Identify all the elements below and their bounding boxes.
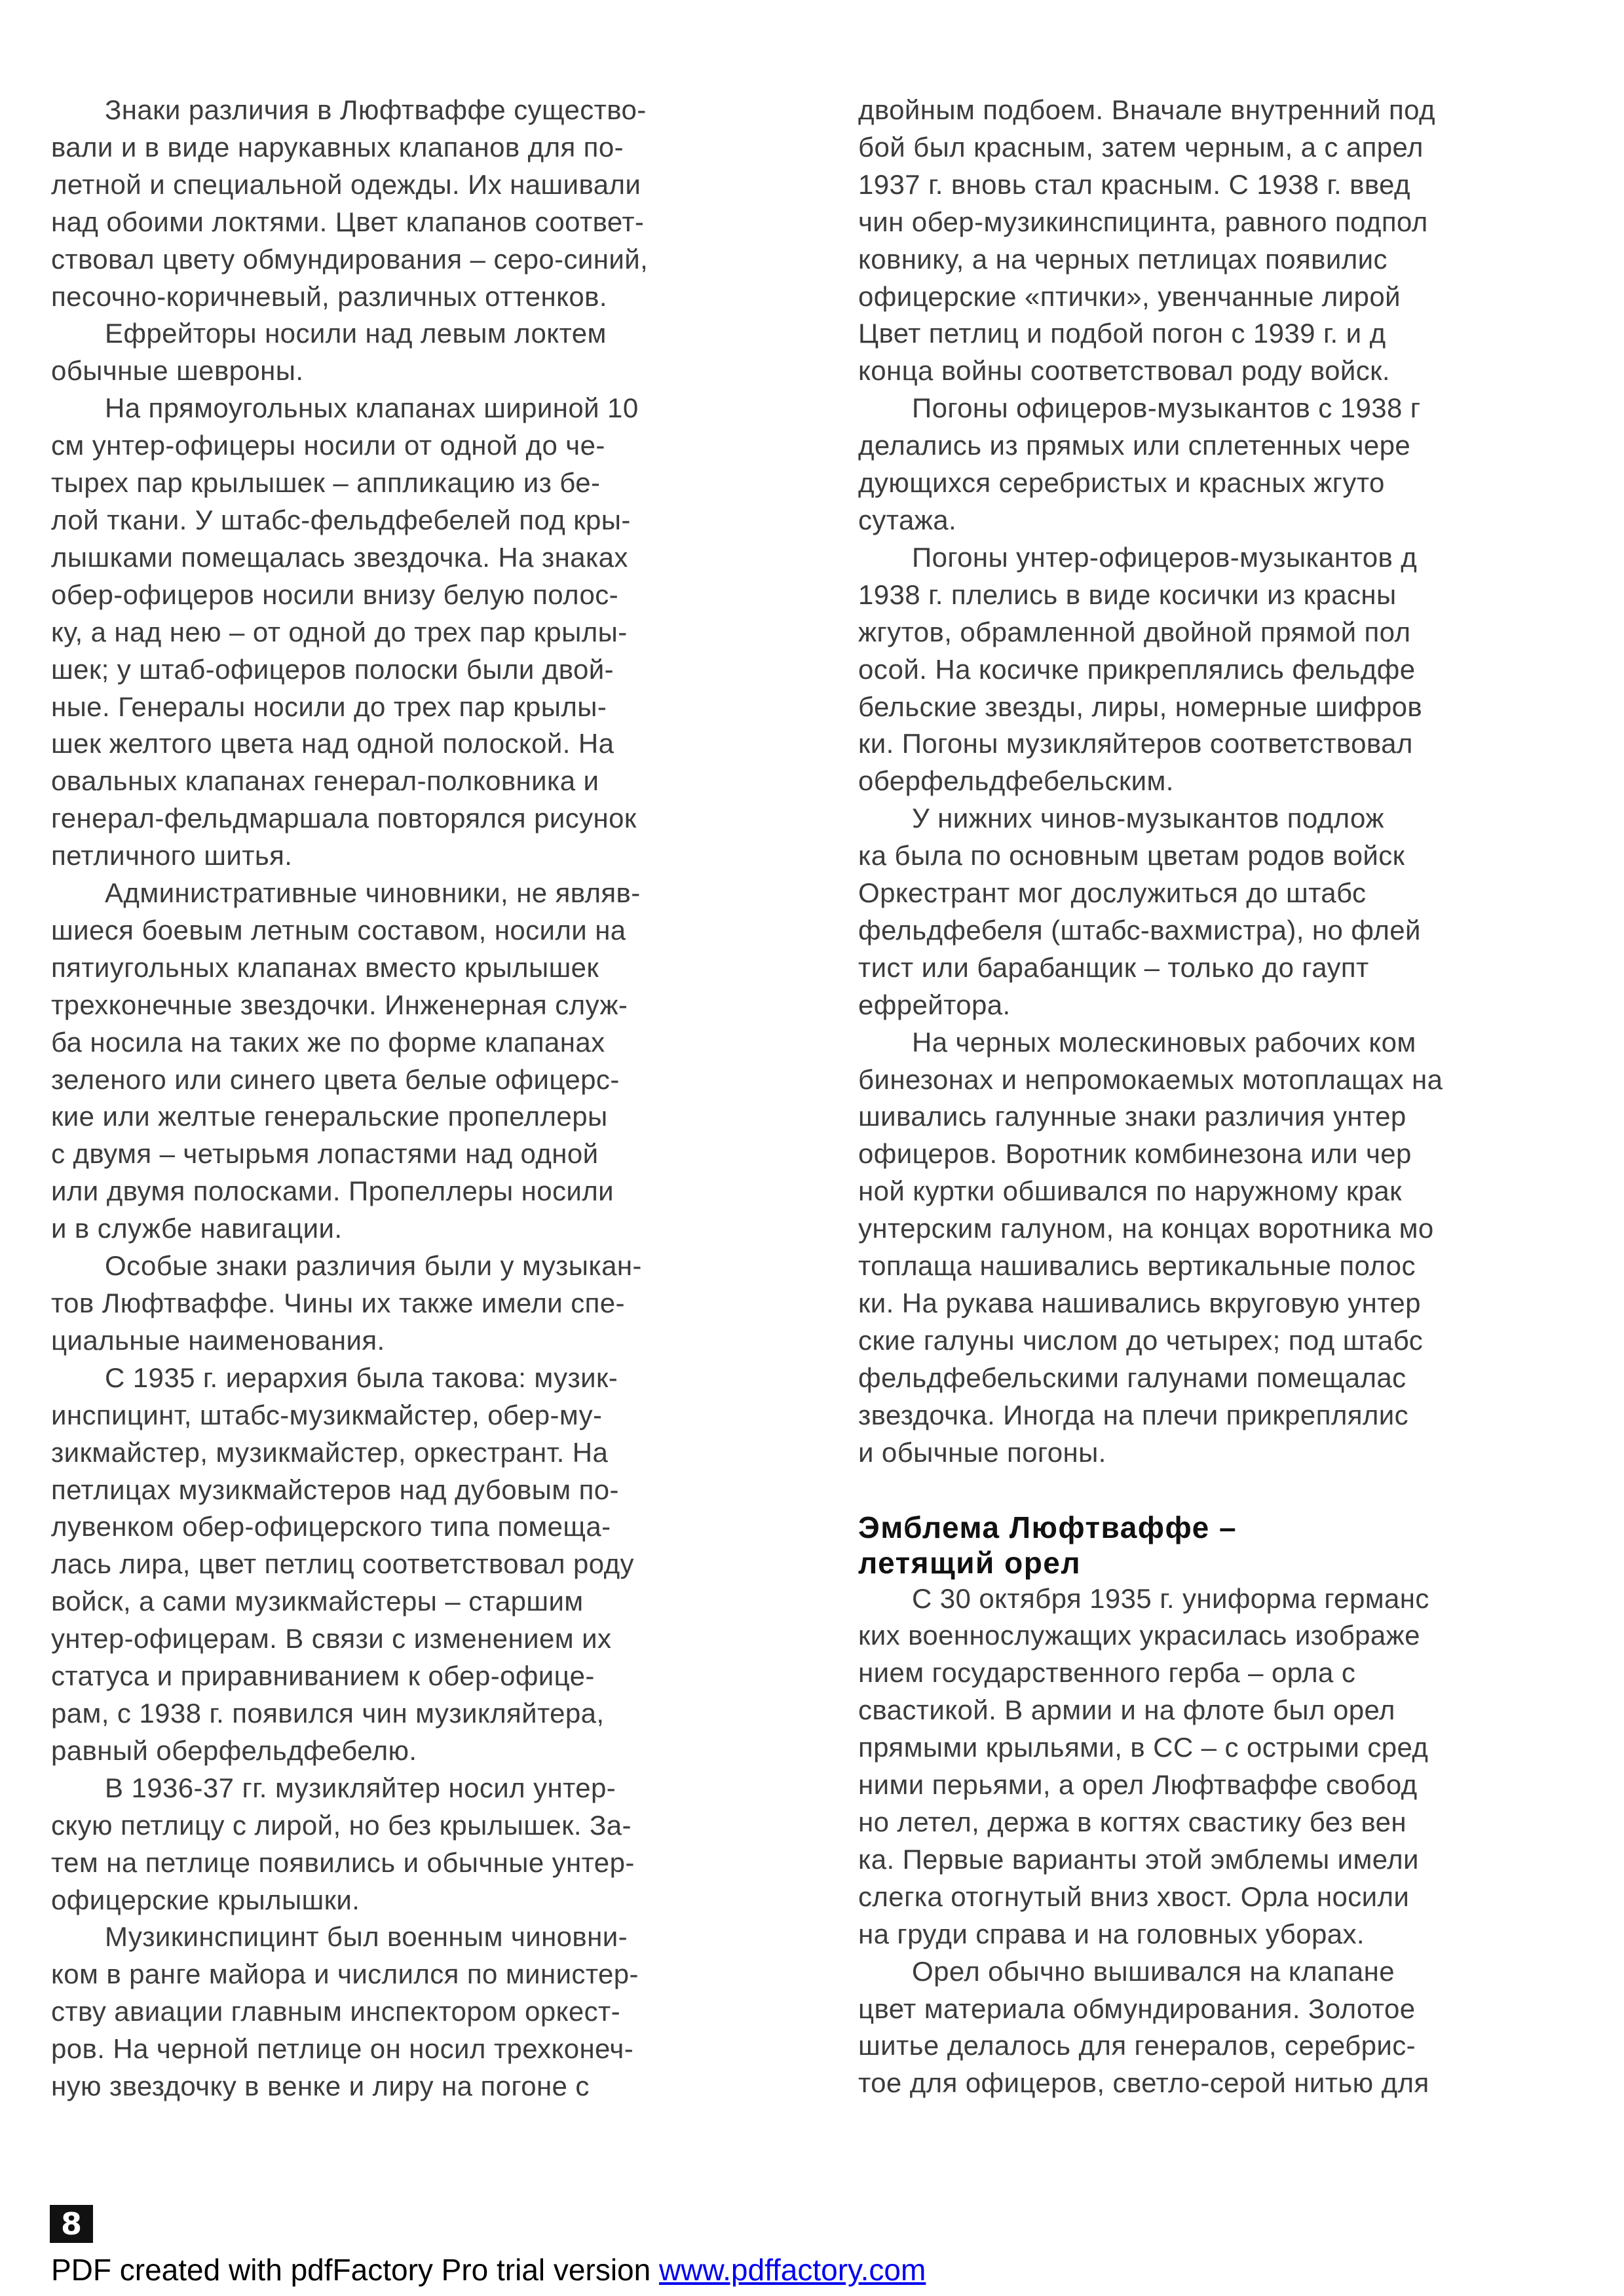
text-line: ка была по основным цветам родов войск [858, 840, 1405, 871]
text-line: У нижних чинов-музыкантов подлож [912, 803, 1384, 834]
text-line: ковнику, а на черных петлицах появилис [858, 243, 1388, 275]
text-line: слегка отогнутый вниз хвост. Орла носили [858, 1881, 1410, 1912]
text-line: лышками помещалась звездочка. На знаках [51, 541, 628, 573]
text-line: скую петлицу с лирой, но без крылышек. За- [51, 1809, 632, 1841]
text-line: над обоими локтями. Цвет клапанов соответ- [51, 206, 645, 237]
text-line: песочно-коричневый, различных оттенков. [51, 280, 607, 312]
text-line: ствовал цвету обмундирования – серо-синий, [51, 243, 649, 275]
text-line: бельские звезды, лиры, номерные шифров [858, 691, 1423, 722]
text-line: см унтер-офицеры носили от одной до че- [51, 430, 605, 461]
text-line: ких военнослужащих украсилась изображе [858, 1620, 1420, 1651]
text-line: рам, с 1938 г. появился чин музикляйтера, [51, 1697, 605, 1729]
text-line: сутажа. [858, 504, 957, 535]
text-line: С 30 октября 1935 г. униформа германс [912, 1582, 1429, 1614]
text-line: ров. На черной петлице он носил трехконеч- [51, 2033, 634, 2065]
text-line: конца войны соответствовал роду войск. [858, 355, 1390, 387]
text-line: фельдфебельскими галунами помещалас [858, 1362, 1407, 1393]
text-line: Погоны унтер-офицеров-музыкантов д [912, 541, 1418, 573]
text-line: Цвет петлиц и подбой погон с 1939 г. и д [858, 318, 1386, 349]
text-line: ком в ранге майора и числился по министер- [51, 1959, 639, 1990]
text-line: петличного шитья. [51, 840, 293, 871]
text-line: звездочка. Иногда на плечи прикреплялис [858, 1399, 1409, 1430]
text-line: шек желтого цвета над одной полоской. На [51, 728, 614, 759]
text-line: ба носила на таких же по форме клапанах [51, 1026, 605, 1058]
text-line: нием государственного герба – орла с [858, 1657, 1356, 1689]
text-line: овальных клапанах генерал-полковника и [51, 765, 599, 797]
text-line: С 1935 г. иерархия была такова: музик- [105, 1362, 618, 1393]
section-heading-line-1: Эмблема Люфтваффе – [858, 1510, 1237, 1544]
pdffactory-link[interactable]: www.pdffactory.com [659, 2253, 926, 2287]
text-line: ные. Генералы носили до трех пар крылы- [51, 691, 607, 722]
text-line: ними перьями, а орел Люфтваффе свобод [858, 1769, 1418, 1801]
text-line: на груди справа и на головных уборах. [858, 1918, 1365, 1949]
text-line: циальные наименования. [51, 1324, 385, 1356]
text-line: бой был красным, затем черным, а с апрел [858, 131, 1424, 163]
text-line: бинезонах и непромокаемых мотоплащах на [858, 1063, 1443, 1095]
text-line: Административные чиновники, не являв- [105, 877, 641, 909]
text-line: кие или желтые генеральские пропеллеры [51, 1101, 608, 1132]
right-text-column [858, 92, 1585, 2102]
text-line: шиеся боевым летным составом, носили на [51, 914, 626, 946]
pdf-footer-text: PDF created with pdfFactory Pro trial version [51, 2253, 659, 2287]
left-text-column [51, 92, 795, 2105]
text-line: жгутов, обрамленной двойной прямой пол [858, 616, 1411, 647]
text-line: Ефрейторы носили над левым локтем [105, 318, 607, 349]
section-heading-line-2: летящий орел [858, 1545, 1082, 1580]
text-line: ству авиации главным инспектором оркест- [51, 1996, 621, 2027]
text-line: топлаща нашивались вертикальные полос [858, 1250, 1416, 1282]
text-line: ефрейтора. [858, 989, 1011, 1020]
text-line: тем на петлице появились и обычные унтер- [51, 1846, 635, 1878]
text-line: вали и в виде нарукавных клапанов для по- [51, 131, 624, 163]
text-line: оберфельдфебельским. [858, 765, 1174, 797]
text-line: тов Люфтваффе. Чины их также имели спе- [51, 1288, 625, 1318]
text-line: шивались галунные знаки различия унтер [858, 1101, 1407, 1132]
text-line: лой ткани. У штабс-фельдфебелей под кры- [51, 504, 631, 535]
text-line: делались из прямых или сплетенных чере [858, 430, 1411, 461]
text-line: ские галуны числом до четырех; под штабс [858, 1324, 1424, 1356]
text-line: цвет материала обмундирования. Золотое [858, 1993, 1416, 2024]
text-line: 1937 г. вновь стал красным. С 1938 г. введ [858, 168, 1410, 200]
text-line: летной и специальной одежды. Их нашивали [51, 168, 641, 200]
text-line: офицеров. Воротник комбинезона или чер [858, 1138, 1412, 1170]
text-line: В 1936-37 гг. музикляйтер носил унтер- [105, 1772, 616, 1803]
right-column-top-text [858, 92, 1585, 1472]
text-line: Погоны офицеров-музыкантов с 1938 г [912, 392, 1421, 424]
text-line: ка. Первые варианты этой эмблемы имели [858, 1843, 1419, 1875]
text-line: ку, а над нею – от одной до трех пар крылы- [51, 616, 628, 647]
text-line: шек; у штаб-офицеров полоски были двой- [51, 653, 614, 685]
text-line: лась лира, цвет петлиц соответствовал роду [51, 1548, 634, 1580]
text-line: чин обер-музикинспицинта, равного подпол [858, 206, 1428, 237]
text-line: обер-офицеров носили внизу белую полос- [51, 579, 619, 610]
text-line: На черных молескиновых рабочих ком [912, 1026, 1416, 1058]
text-line: ную звездочку в венке и лиру на погоне с [51, 2071, 590, 2102]
text-line: но летел, держа в когтях свастику без вен [858, 1806, 1407, 1837]
text-line: фельдфебеля (штабс-вахмистра), но флей [858, 914, 1421, 946]
section-heading [858, 1510, 1585, 1580]
text-line: унтерским галуном, на концах воротника мо [858, 1213, 1434, 1244]
text-line: прямыми крыльями, в СС – с острыми сред [858, 1732, 1429, 1763]
text-line: пятиугольных клапанах вместо крылышек [51, 951, 599, 983]
text-line: офицерские «птички», увенчанные лирой [858, 280, 1401, 312]
text-line: зеленого или синего цвета белые офицерс- [51, 1063, 620, 1095]
page-number: 8 [50, 2205, 93, 2243]
text-line: шитье делалось для генералов, серебрис- [858, 2030, 1416, 2061]
text-line: Орел обычно вышивался на клапане [912, 1955, 1395, 1987]
right-column-bottom-text [858, 1580, 1585, 2103]
text-line: петлицах музикмайстеров над дубовым по- [51, 1474, 619, 1505]
text-line: лувенком обер-офицерского типа помеща- [51, 1511, 611, 1542]
pdf-footer [51, 2251, 926, 2288]
text-line: Знаки различия в Люфтваффе существо- [105, 94, 647, 125]
text-line: Музикинспицинт был военным чиновни- [105, 1921, 628, 1953]
text-line: обычные шевроны. [51, 355, 304, 387]
text-line: офицерские крылышки. [51, 1884, 360, 1915]
text-line: свастикой. В армии и на флоте был орел [858, 1694, 1395, 1726]
text-line: На прямоугольных клапанах шириной 10 [105, 392, 639, 424]
text-line: дующихся серебристых и красных жгуто [858, 467, 1385, 499]
text-line: тырех пар крылышек – аппликацию из бе- [51, 467, 601, 499]
text-line: осой. На косичке прикреплялись фельдфе [858, 653, 1416, 685]
text-line: зикмайстер, музикмайстер, оркестрант. На [51, 1436, 609, 1468]
text-line: или двумя полосками. Пропеллеры носили [51, 1176, 614, 1207]
text-line: и в службе навигации. [51, 1213, 343, 1244]
text-line: войск, а сами музикмайстеры – старшим [51, 1586, 584, 1617]
text-line: Оркестрант мог дослужиться до штабс [858, 877, 1367, 909]
text-line: равный оберфельдфебелю. [51, 1734, 417, 1766]
text-line: трехконечные звездочки. Инженерная служ- [51, 989, 628, 1020]
text-line: статуса и приравниванием к обер-офице- [51, 1660, 595, 1692]
text-line: тист или барабанщик – только до гаупт [858, 951, 1369, 983]
text-line: 1938 г. плелись в виде косички из красны [858, 579, 1397, 610]
text-line: двойным подбоем. Вначале внутренний под [858, 94, 1435, 125]
text-line: инспицинт, штабс-музикмайстер, обер-му- [51, 1399, 603, 1430]
text-line: ной куртки обшивался по наружному крак [858, 1176, 1402, 1207]
text-line: ки. Погоны музикляйтеров соответствовал [858, 728, 1413, 759]
text-line: с двумя – четырьмя лопастями над одной [51, 1138, 599, 1170]
text-line: ки. На рукава нашивались вкруговую унтер [858, 1288, 1421, 1318]
text-line: унтер-офицерам. В связи с изменением их [51, 1623, 612, 1655]
text-line: Особые знаки различия были у музыкан- [105, 1250, 642, 1282]
text-line: генерал-фельдмаршала повторялся рисунок [51, 803, 637, 834]
text-line: и обычные погоны. [858, 1436, 1106, 1468]
text-line: тое для офицеров, светло-серой нитью для [858, 2067, 1429, 2099]
